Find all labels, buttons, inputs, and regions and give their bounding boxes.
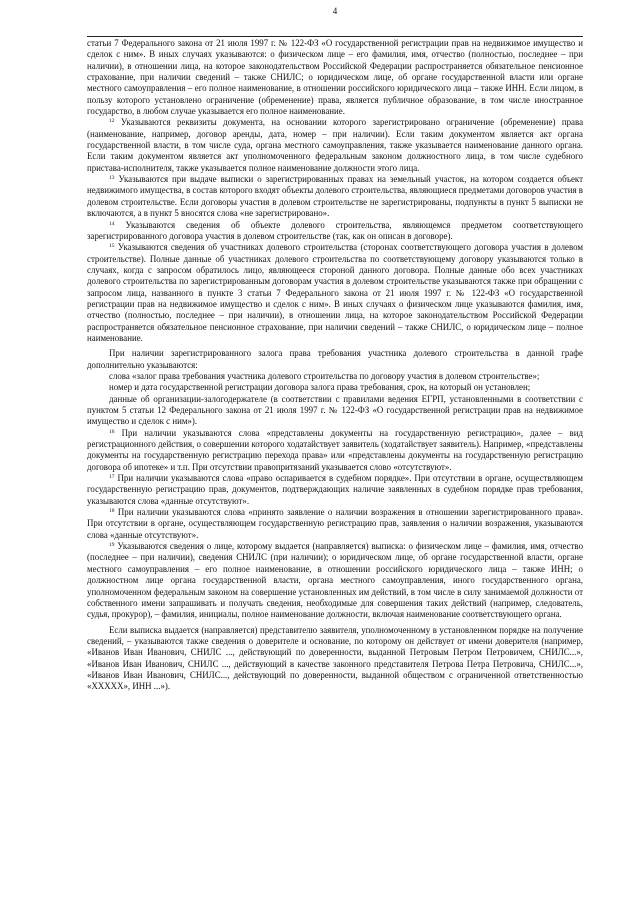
paragraph-text: При наличии указываются слова «принято заявление о наличии возражения в отношении зарегистрированного права». При отсутствии в органе, осуществляющем государственную регистрацию прав, заявления о наличии возражения, указываются слова «данные отсутствуют». (87, 507, 583, 540)
footnote-marker: 13 (109, 175, 115, 182)
paragraph (87, 382, 583, 393)
footnote-19 (87, 541, 583, 620)
footnote-marker: 18 (109, 508, 115, 515)
footnote-14 (87, 220, 583, 243)
paragraph-text: Указываются сведения об объекте долевого строительства, являющемся предметом соответствующего зарегистрированного договора участия в долевом строительстве (так, как он описан в договоре). (87, 219, 583, 241)
footnote-13 (87, 174, 583, 219)
paragraph-text: статьи 7 Федерального закона от 21 июля 1997 г. № 122-ФЗ «О государственной регистрации прав на недвижимое имущество и сделок с ним». В иных случаях указываются: о физическом лице – его фамилия, имя, отчество (полностью, последнее – при наличии), в отношении лица, на которое законодательством Российской Федерации распространяется обязательное пенсионное страхование, при наличии сведений – также СНИЛС; о юридическом лице, об органе государственной власти или органе местного самоуправления – его полное наименование, в отношении российского юридического лица – также ИНН. Если лицом, в пользу которого установлено ограничение (обременение) права, является публичное образование, в том числе иностранное государство, в любом случае указывается его полное наименование. (87, 38, 583, 117)
paragraph (87, 625, 583, 693)
footnote-marker: 15 (109, 243, 115, 250)
footnote-15 (87, 242, 583, 344)
footnote-marker: 14 (109, 220, 115, 227)
footnote-17 (87, 473, 583, 507)
footnote-marker: 16 (109, 428, 115, 435)
paragraph-text: При наличии зарегистрированного залога права требования участника долевого строительства в данной графе дополнительно указываются: (87, 348, 583, 370)
paragraph-text: Указываются реквизиты документа, на основании которого зарегистрировано ограничение (обременение) права (наименование, например, договор аренды, дата, номер – при наличии). Если таким документом является акт органа государственной власти, в том числе суда, органа местного самоуправления, также указывается наименование данного органа. Если таким документом является акт уполномоченного федеральным законом должностного лица, в том числе судебного пристава-исполнителя, также указывается полное наименование должности этого лица. (87, 117, 584, 173)
header-divider (87, 36, 583, 37)
paragraph-text: При наличии указываются слова «представлены документы на государственную регистрацию», далее – вид регистрационного действия, о совершении которого ходатайствует заявитель (ходатайствует заявитель). Например, «представлены документы на государственную регистрацию перехода права» или «представлены документы на государственную регистрацию договора об ипотеке» и т.п. При отсутствии правопритязаний указывается слово «отсутствуют». (87, 427, 584, 472)
document-page (87, 0, 583, 905)
footnote-marker: 17 (109, 474, 115, 481)
paragraph-text: При наличии указываются слова «право оспаривается в судебном порядке». При отсутствии в органе, осуществляющем государственную регистрацию прав, документов, подтверждающих наличие заявленных в судебном порядке прав требования, указываются слова «данные отсутствуют». (87, 473, 584, 506)
paragraph (87, 38, 583, 117)
paragraph-text: Если выписка выдается (направляется) представителю заявителя, уполномоченному в установленном порядке на получение сведений, – указываются также сведения о доверителе и основание, по которому он действует от имени доверителя (например, «Иванов Иван Иванович, СНИЛС ..., действующий по доверенности, выданной Петровым Петром Петровичем, СНИЛС...», «Иванов Иван Иванович, СНИЛС ..., действующий в качестве законного представителя Петрова Петра Петровича, СНИЛС...», «Иванов Иван Иванович, СНИЛС..., действующий по доверенности, выданной обществом с ограниченной ответственностью «ХХХХХ», ИНН ...»). (87, 624, 583, 692)
paragraph (87, 348, 583, 371)
paragraph-text: слова «залог права требования участника долевого строительства по договору участия в долевом строительстве»; (109, 370, 540, 381)
document-body (87, 38, 583, 693)
page-number: 4 (332, 6, 338, 16)
footnote-marker: 19 (109, 542, 115, 549)
paragraph-text: Указываются сведения об участниках долевого строительства (сторонах соответствующего договора участия в долевом строительстве). Полные данные об участниках долевого строительства по соответствующему договору указываются только в случаях, когда с запросом обратилось лицо, являющееся стороной данного договора. Полные данные обо всех участниках долевого строительства по зарегистрированным договорам участия в долевом строительстве указываются также при обращении с запросом лица, названного в пункте 3 статьи 7 Федерального закона от 21 июля 1997 г. № 122-ФЗ «О государственной регистрации прав на недвижимое имущество и сделок с ним». В иных случаях о физическом лице указываются фамилия, имя, отчество (полностью, последнее – при наличии), в отношении лица, на которое законодательством Российской Федерации распространяется обязательное пенсионное страхование, при наличии сведений – также СНИЛС, о юридическом лице – полное наименование. (87, 242, 584, 343)
paragraph-text: Указываются сведения о лице, которому выдается (направляется) выписка: о физическом лице – фамилия, имя, отчество (последнее – при наличии), сведения СНИЛС (при наличии); о юридическом лице, об органе государственной власти, органе местного самоуправления – его полное наименование, в отношении российского юридического лица – также ИНН; о должностном лице органа государственной власти, органа местного самоуправления, иного государственного органа, уполномоченном федеральным законом на совершение установленных им действий, в том числе в силу занимаемой должности от собственного имени запрашивать и получать сведения, необходимые для совершения таких действий (например, следователь, судья, прокурор), – фамилия, инициалы, полное наименование должности, включая наименование соответствующего органа. (87, 541, 584, 620)
paragraph-text: номер и дата государственной регистрации договора залога права требования, срок, на который он установлен; (109, 382, 531, 393)
footnote-16 (87, 428, 583, 473)
footnote-marker: 12 (109, 118, 115, 125)
paragraph-text: данные об организации-залогодержателе (в соответствии с правилами ведения ЕГРП, установленными в соответствии с пунктом 5 статьи 12 Федерального закона от 21 июля 1997 г. № 122-ФЗ «О государственной регистрации прав на недвижимое имущество и сделок с ним»). (87, 393, 583, 427)
footnote-18 (87, 507, 583, 541)
paragraph-text: Указываются при выдаче выписки о зарегистрированных правах на земельный участок, на котором создается объект недвижимого имущества, в состав которого входят объекты долевого строительства, являющиеся предметами договоров участия в долевом строительстве. Если договоры участия в долевом строительстве не зарегистрированы, подпункты в пункт 5 выписки не включаются, а в пункт 5 вносятся слова «не зарегистрировано». (87, 174, 583, 219)
paragraph (87, 371, 583, 382)
footnote-12 (87, 117, 583, 174)
paragraph (87, 394, 583, 428)
